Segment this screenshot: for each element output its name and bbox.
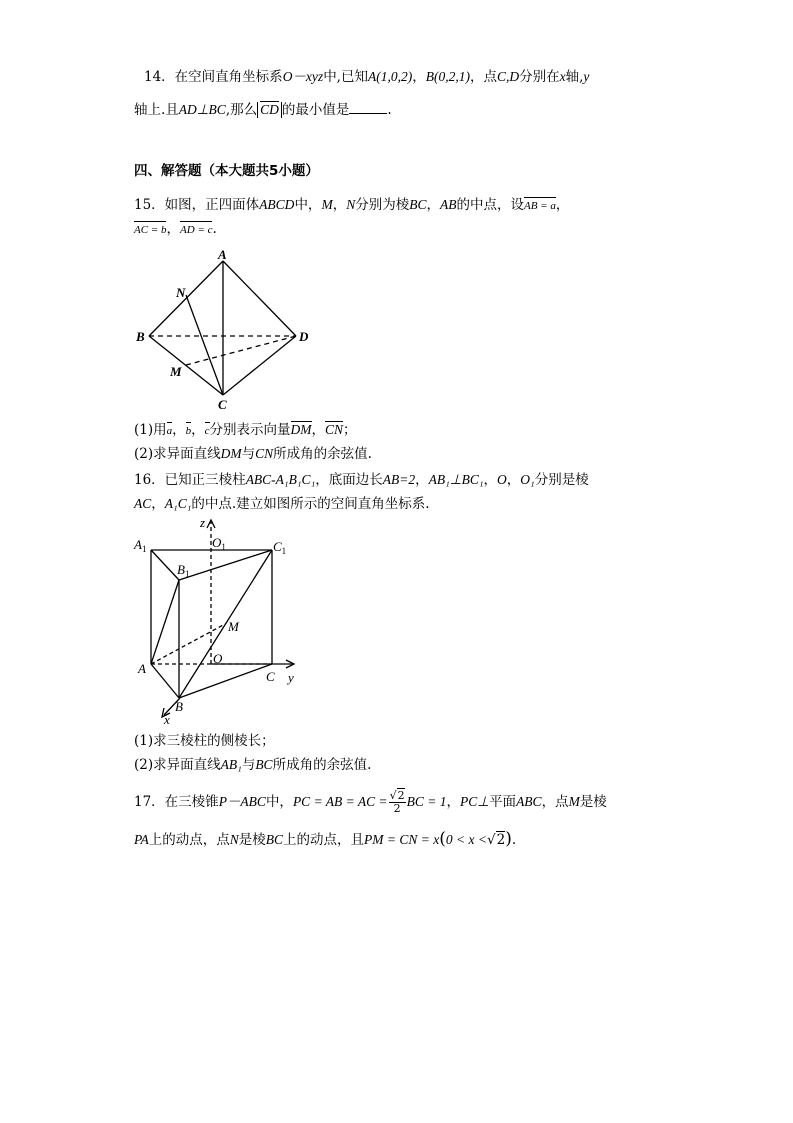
q17-abc: ABC xyxy=(516,794,542,809)
section-title: 四、解答题（本大题共5小题） xyxy=(134,163,319,179)
q17-eq-b: BC = 1 xyxy=(406,794,447,809)
q15-text: ， xyxy=(426,197,440,213)
q15-tetra: ABCD xyxy=(259,197,295,212)
q17-range: 0 < x < xyxy=(445,832,487,847)
edge-ab xyxy=(149,261,223,336)
q16-text: ， xyxy=(506,472,521,488)
q17-line2: PA上的动点，点N是棱BC上的动点，且PM = CN = x(0 < x <√2). xyxy=(134,829,517,849)
q14-text: 轴上.且 xyxy=(134,102,179,118)
q15-dm: DM xyxy=(220,446,242,461)
label-c: C xyxy=(218,397,227,412)
q17-text: 是棱 xyxy=(579,794,607,810)
q17-text: 中， xyxy=(265,794,293,810)
q17-range-sqrt: 2 xyxy=(496,832,506,848)
q15-eq-ad: AD = c xyxy=(180,221,212,239)
q17-text: 上的动点，且 xyxy=(283,832,365,848)
q16-text: (2)求异面直线 xyxy=(134,757,221,773)
edge-ad xyxy=(223,261,296,336)
label-m: M xyxy=(170,364,182,379)
q17-text: ，点 xyxy=(541,794,569,810)
label-b: B xyxy=(175,699,183,714)
q17-text: ， xyxy=(446,794,461,810)
label-c1: $C_1$ xyxy=(273,539,287,556)
segment-bc1 xyxy=(179,550,272,698)
q14-text: 轴, xyxy=(565,69,584,85)
tetrahedron-figure xyxy=(130,245,330,415)
q15-text: ； xyxy=(343,422,357,438)
q15-text: ， xyxy=(555,197,570,213)
q17-n: N xyxy=(229,832,239,847)
q14-abs xyxy=(257,102,282,118)
prism-figure xyxy=(130,514,320,726)
q15-text: 与 xyxy=(241,446,256,462)
q16-o: O xyxy=(497,472,507,487)
label-n: N xyxy=(176,285,186,300)
q15-vec-a: a xyxy=(167,422,173,440)
q16-line1 xyxy=(134,471,589,489)
label-a: A xyxy=(138,661,146,676)
q14-text: 分别在 xyxy=(519,69,560,85)
q15-text: ， xyxy=(172,422,186,438)
q16-text: 分别是棱 xyxy=(534,472,589,488)
q17-fraction: $\frac{√2}{2}$ xyxy=(389,789,405,815)
label-o: O xyxy=(213,651,223,666)
q15-text: (1)用 xyxy=(134,422,167,438)
q15-sub2 xyxy=(134,445,372,463)
q16-prism: ABC-A₁B₁C₁ xyxy=(245,472,316,487)
q15-vec-b: b xyxy=(186,422,192,440)
q16-text: 与 xyxy=(241,757,256,773)
q15-text: 中， xyxy=(294,197,322,213)
q15-text: 15．如图，正四面体 xyxy=(134,197,260,213)
q14-text: . xyxy=(387,102,392,118)
q15-m: M xyxy=(321,197,333,212)
q14-line2 xyxy=(134,101,392,119)
q15-text: 的中点，设 xyxy=(456,197,524,213)
q17-text: . xyxy=(511,832,517,848)
q16-line2 xyxy=(134,495,430,513)
q15-text: ， xyxy=(191,422,205,438)
label-o1: $O_1$ xyxy=(212,535,226,552)
q15-sub1 xyxy=(134,421,357,440)
q15-text: . xyxy=(212,221,217,237)
q14-text: 中,已知 xyxy=(323,69,368,85)
q15-text: 分别为棱 xyxy=(355,197,410,213)
q17-text: 上的动点，点 xyxy=(148,832,230,848)
label-d: D xyxy=(299,329,309,344)
q14-text: 14．在空间直角坐标系 xyxy=(144,69,283,85)
q15-vec-cn: CN xyxy=(325,422,344,437)
q16-text: ， xyxy=(415,472,429,488)
q15-ab: AB xyxy=(439,197,457,212)
label-x: x xyxy=(164,712,170,726)
q16-bc: BC xyxy=(255,757,273,772)
q15-line2 xyxy=(134,220,217,239)
q15-cn: CN xyxy=(255,446,274,461)
q16-text: ， xyxy=(151,496,165,512)
edge-bc xyxy=(179,664,272,698)
label-b1: $B_1$ xyxy=(177,562,190,579)
q17-text: 平面 xyxy=(489,794,517,810)
answer-blank xyxy=(349,101,387,114)
q15-text: ， xyxy=(166,221,180,237)
q15-text: 分别表示向量 xyxy=(209,422,291,438)
q17-text: 是棱 xyxy=(238,832,266,848)
q16-text: 的中点.建立如图所示的空间直角坐标系. xyxy=(191,496,430,512)
q14-point-b: B(0,2,1) xyxy=(425,69,470,84)
q16-text: 所成角的余弦值. xyxy=(272,757,372,773)
q17-eq-c: PM = CN = x xyxy=(364,832,440,847)
q16-a1c1: A₁C₁ xyxy=(164,496,192,511)
q17-pabc: P－ABC xyxy=(218,794,266,809)
q17-perp: PC⊥ xyxy=(460,794,490,809)
q15-text: ， xyxy=(332,197,347,213)
q15-vec-dm: DM xyxy=(290,422,312,437)
q16-ab-eq: AB=2 xyxy=(382,472,416,487)
q17-sqrt2: 2 xyxy=(397,789,405,802)
label-z: z xyxy=(200,515,206,530)
q15-eq-ab: AB = a xyxy=(524,197,556,215)
q16-text: ， xyxy=(483,472,498,488)
edge-a1b1 xyxy=(151,550,179,580)
q16-ab1: AB₁ xyxy=(220,757,242,772)
q14-point-a: A(1,0,2) xyxy=(367,69,413,84)
label-a1: $A_1$ xyxy=(134,537,147,554)
q16-perp: AB₁⊥BC₁ xyxy=(428,472,484,487)
q14-coord-system: O－xyz xyxy=(282,69,324,84)
q16-text: ，底面边长 xyxy=(315,472,383,488)
q14-points-cd: C,D xyxy=(496,69,520,84)
q17-text: 17．在三棱锥 xyxy=(134,794,219,810)
q15-bc: BC xyxy=(409,197,427,212)
q14-text: ,那么 xyxy=(225,102,258,118)
label-c: C xyxy=(266,669,275,684)
q16-sub2 xyxy=(134,756,371,774)
edge-ab xyxy=(151,664,179,698)
segment-ab1 xyxy=(151,580,179,664)
q15-vec-c: c xyxy=(205,422,210,440)
q14-perp: AD⊥BC xyxy=(178,102,226,117)
q16-ac: AC xyxy=(134,496,152,511)
q15-text: ， xyxy=(311,422,326,438)
q16-sub1: (1)求三棱柱的侧棱长； xyxy=(134,733,275,749)
q17-denominator: 2 xyxy=(393,802,401,815)
edge-b1c1 xyxy=(179,550,272,580)
label-y: y xyxy=(288,670,294,685)
q17-m: M xyxy=(568,794,580,809)
q15-text: (2)求异面直线 xyxy=(134,446,221,462)
q14-vector-cd: CD xyxy=(260,102,279,117)
q14-line1 xyxy=(144,68,589,86)
q17-eq-a: PC = AB = AC = xyxy=(292,794,388,809)
q16-text: 16．已知正三棱柱 xyxy=(134,472,246,488)
q14-text: ， xyxy=(412,69,426,85)
q14-text: 的最小值是 xyxy=(281,102,350,118)
label-a: A xyxy=(218,247,227,262)
label-m: M xyxy=(228,619,239,634)
edge-dc xyxy=(223,336,296,395)
q16-o1: O₁ xyxy=(520,472,535,487)
q15-line1 xyxy=(134,196,569,215)
q15-text: 所成角的余弦值. xyxy=(273,446,372,462)
q14-axis-x: x xyxy=(559,69,566,84)
q17-pa: PA xyxy=(134,832,149,847)
q14-text: ，点 xyxy=(469,69,497,85)
q15-n: N xyxy=(346,197,356,212)
q15-eq-ac: AC = b xyxy=(134,221,166,239)
label-b: B xyxy=(136,329,145,344)
q14-axis-y: y xyxy=(583,69,590,84)
q17-bc: BC xyxy=(265,832,284,847)
q17-line1 xyxy=(134,790,607,815)
